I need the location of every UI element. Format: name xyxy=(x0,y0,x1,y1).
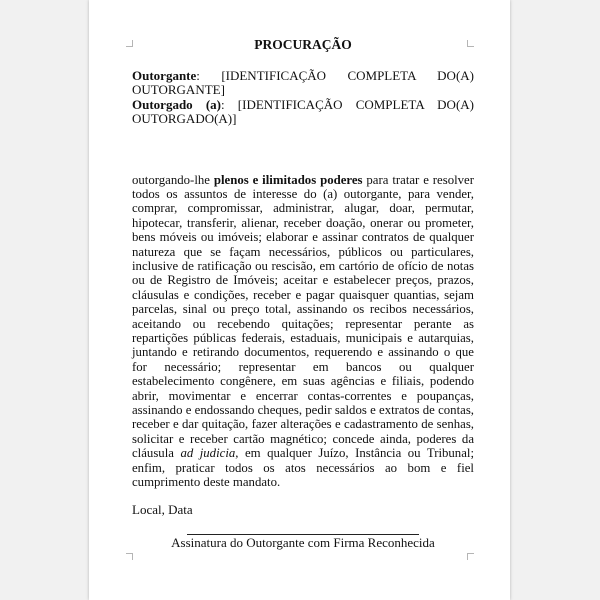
outorgado-label: Outorgado (a) xyxy=(132,96,222,112)
powers-text-3: , em qualquer Juízo, Instância ou Tribunal; enfim, praticar todos os atos necessários ao bom e fiel cumprimento deste mandato. xyxy=(132,446,474,490)
powers-paragraph xyxy=(132,173,474,490)
document-page xyxy=(89,0,510,600)
outorgante-label: Outorgante xyxy=(132,67,197,83)
outorgante-line xyxy=(132,69,474,98)
outorgado-value: : [IDENTIFICAÇÃO COMPLETA DO(A) OUTORGADO(A)] xyxy=(132,96,474,126)
powers-text-1: outorgando-lhe xyxy=(132,172,214,187)
document-title: PROCURAÇÃO xyxy=(254,37,352,52)
signature-label: Assinatura do Outorgante com Firma Reconhecida xyxy=(171,534,435,550)
ad-judicia-term: ad judicia xyxy=(180,446,236,461)
outorgante-value: : [IDENTIFICAÇÃO COMPLETA DO(A) OUTORGANTE] xyxy=(132,67,474,97)
document-content[interactable] xyxy=(132,38,474,550)
powers-text-2: para tratar e resolver todos os assuntos de interesse do (a) outorgante, para vender, comprar, compromissar, administrar, alugar, doar, permutar, hipotecar, transferir, alienar, receber doação, onerar ou prometer, bens móveis ou imóveis; elaborar e assinar contratos de qualquer natureza que se façam necessários, públicos ou particulares, inclusive de ratificação ou rescisão, em cartório de ofício de notas ou de Registro de Imóveis; aceitar e estabelecer preços, prazos, cláusulas e condições, receber e pagar quaisquer quantias, sejam parcelas, sinal ou preço total, assinando os recibos necessários, aceitando ou recebendo quitações; representar perante as repartições públicas federais, estaduais, municipais e autarquias, juntando e retirando documentos, requerendo e assinando o que for necessário; representar em bancos ou qualquer estabelecimento congênere, em suas agências e filiais, podendo abrir, movimentar e encerrar contas-correntes e poupanças, assinando e endossando cheques, pedir saldos e extratos de contas, receber e dar quitação, fazer alterações e cadastramento de senhas, solicitar e receber cartão magnético; concede ainda, poderes da cláusula xyxy=(132,172,474,461)
margin-corner-mark-bottom-left xyxy=(126,553,133,560)
local-date: Local, Data xyxy=(132,502,193,518)
outorgado-line xyxy=(132,98,474,127)
margin-corner-mark-bottom-right xyxy=(467,553,474,560)
powers-emphasis: plenos e ilimitados poderes xyxy=(213,172,363,187)
